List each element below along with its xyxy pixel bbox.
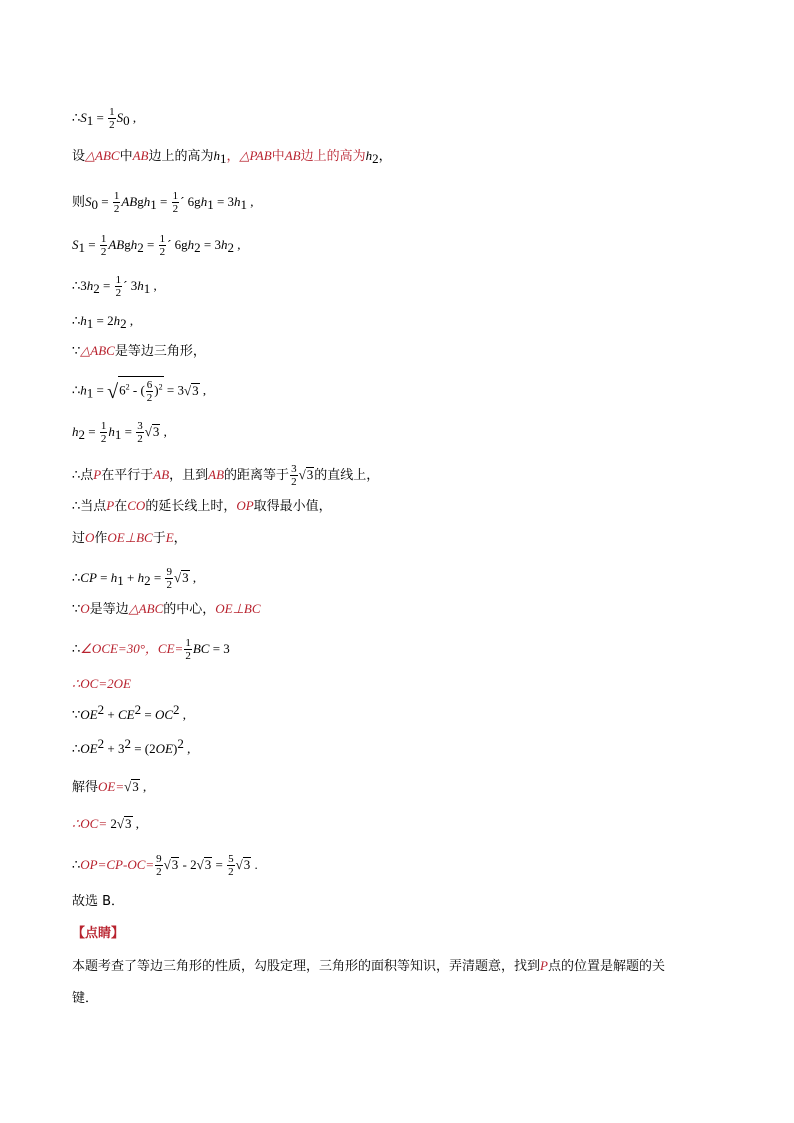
center-statement: ∵O是等边△ABC的中心，OE⊥BC xyxy=(72,601,261,617)
eq-op-value: ∴OP=CP-OC= $\frac{9}{2}$ √3 - 2√3 = $\frac{5}{2}$ √3 . xyxy=(72,853,258,879)
eq-oc-value: ∴OC= 2√3 , xyxy=(72,816,139,831)
height-definition: 设△ABC中AB边上的高为$h_1$，△PAB中AB边上的高为$h_2$， xyxy=(72,148,392,166)
answer-choice: 故选 B． xyxy=(72,894,125,909)
note-paragraph: 本题考查了等边三角形的性质，勾股定理，三角形的面积等知识，弄清题意，找到P点的位置是解题的关 键． xyxy=(72,958,665,1006)
eq-cp: ∴CP = $h_1 + h_2$ = $\frac{9}{2}$ √3 , xyxy=(72,566,197,592)
eq-oc-2oe: ∴OC=2OE xyxy=(72,676,131,691)
eq-3h2: $\therefore 3h_2$ = $\frac{1}{2}$ ´ $3h_1$ , xyxy=(72,274,157,300)
equilateral-statement: ∵△ABC是等边三角形， xyxy=(72,343,206,359)
eq-h1-2h2: $\therefore h_1 = 2h_2$ , xyxy=(72,313,134,331)
eq-s1-half-s0: $\therefore S_1$ = $\frac{1}{2}$ $S_0$ , xyxy=(72,106,137,132)
eq-s1: $S_1$ = $\frac{1}{2}$ ABgh$_2$ = $\frac{1}{2}$ ´ $6gh_2 = 3h_2$ , xyxy=(72,233,241,259)
eq-angle-ce: ∴∠OCE=30°，CE= $\frac{1}{2}$ BC = 3 xyxy=(72,637,230,663)
eq-h2-value: $h_2$ = $\frac{1}{2}$ $h_1$ = $\frac{3}{2}$ √3 , xyxy=(72,420,167,446)
construct-oe: 过O作OE⊥BC于E， xyxy=(72,530,187,546)
point-p-locus: ∴点P在平行于AB，且到AB的距离等于 $\frac{3}{2}$ √3的直线上， xyxy=(72,463,380,489)
eq-pythagoras: $\because OE^2 + CE^2 = OC^2$ , xyxy=(72,702,186,723)
eq-substitution: $\therefore OE^2 + 3^2 = (2OE)^2$ , xyxy=(72,736,191,757)
eq-h1-value: $\therefore h_1 = √6^2$ - ( $\frac{6}{2}$ )$^2$ = 3√3 , xyxy=(72,376,206,404)
op-minimum-statement: ∴当点P在CO的延长线上时，OP取得最小值， xyxy=(72,498,332,514)
note-heading: 【点睛】 xyxy=(72,926,125,941)
eq-oe-value: 解得OE=√3 , xyxy=(72,779,147,795)
eq-s0: 则$S_0$ = $\frac{1}{2}$ ABgh$_1$ = $\frac{1}{2}$ ´ $6gh_1 = 3h_1$ , xyxy=(72,190,254,216)
